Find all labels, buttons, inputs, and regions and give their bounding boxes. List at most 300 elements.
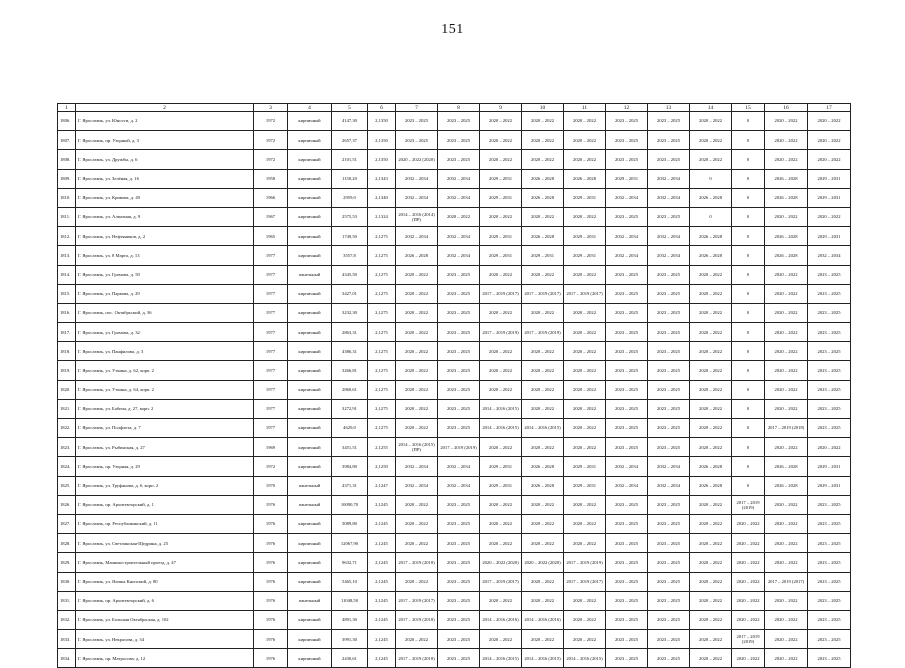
row-number-cell: 1821. [58, 399, 76, 418]
row-number-cell: 1825. [58, 476, 76, 495]
table-cell: 2020 – 2022 [480, 380, 522, 399]
table-cell: 2020 – 2022 [522, 207, 564, 226]
table-cell: 2020 – 2022 (2020) [522, 553, 564, 572]
table-cell: 2023 – 2025 [808, 342, 851, 361]
table-cell: 3991,30 [332, 630, 368, 649]
table-cell: 2023 – 2025 [606, 265, 648, 284]
table-cell: 2020 – 2022 [690, 649, 732, 668]
table-cell: 1972 [254, 150, 288, 169]
table-cell: 2020 – 2022 [690, 131, 732, 150]
table-cell: 2020 – 2022 [564, 591, 606, 610]
table-cell: 1977 [254, 399, 288, 418]
table-cell: 2023 – 2025 [438, 131, 480, 150]
table-cell: панельный [288, 591, 332, 610]
table-cell: 2,1245 [368, 572, 396, 591]
table-cell: 2020 – 2022 [522, 361, 564, 380]
address-cell: Г. Ярославль, ул. Ялиша Кнопский, д. 80 [76, 572, 254, 591]
table-cell: 2026 – 2028 [690, 227, 732, 246]
row-number-cell: 1824. [58, 457, 76, 476]
table-cell: 2863,31 [332, 323, 368, 342]
address-cell: Г. Ярославль, ул. Дружбы, д. 6 [76, 150, 254, 169]
table-cell: кирпичный [288, 649, 332, 668]
table-cell: 5089,80 [332, 514, 368, 533]
table-cell: кирпичный [288, 207, 332, 226]
table-cell: 2020 – 2022 [480, 591, 522, 610]
table-cell: 2017 – 2019 (2019) [522, 323, 564, 342]
table-cell: 2017 – 2019 (2019) [732, 495, 765, 514]
table-cell: 2,1250 [368, 457, 396, 476]
table-row [58, 610, 851, 629]
table-cell: 2020 – 2022 [732, 534, 765, 553]
table-row [58, 591, 851, 610]
table-cell: 2023 – 2025 [396, 112, 438, 131]
table-cell: 0 [732, 150, 765, 169]
table-cell: 2,1245 [368, 534, 396, 553]
table-cell: 2023 – 2025 [648, 553, 690, 572]
table-cell: 2020 – 2022 [564, 265, 606, 284]
address-cell: Г. Ярославль, ул. Громова, д. 50 [76, 265, 254, 284]
table-cell: 2023 – 2025 [438, 112, 480, 131]
table-cell: 2020 – 2022 [396, 572, 438, 591]
address-cell: Г. Ярославль, ул. Кривова, д. 49 [76, 188, 254, 207]
table-cell: 2023 – 2025 [808, 361, 851, 380]
housing-repair-schedule-table [57, 103, 851, 668]
table-cell: кирпичный [288, 572, 332, 591]
table-cell: 2023 – 2025 [438, 630, 480, 649]
table-cell: 2020 – 2022 [765, 495, 808, 514]
table-cell: 2020 – 2022 [396, 265, 438, 284]
table-cell: 2020 – 2022 [396, 419, 438, 438]
table-cell: 2020 – 2022 [732, 591, 765, 610]
table-cell: 2023 – 2025 [648, 495, 690, 514]
table-cell: 2023 – 2025 [648, 649, 690, 668]
column-header: 2 [76, 104, 254, 112]
column-header: 1 [58, 104, 76, 112]
table-cell: 4147,30 [332, 112, 368, 131]
table-cell: кирпичный [288, 227, 332, 246]
table-cell: 2020 – 2022 [808, 207, 851, 226]
column-header: 16 [765, 104, 808, 112]
table-cell: 2023 – 2025 [606, 361, 648, 380]
table-cell: 1150,20 [332, 169, 368, 188]
table-cell: 2023 – 2025 [606, 150, 648, 169]
table-cell: 2020 – 2022 [765, 207, 808, 226]
table-cell: 2023 – 2025 [808, 591, 851, 610]
row-number-cell: 1817. [58, 323, 76, 342]
table-cell: 2026 – 2028 [522, 476, 564, 495]
table-cell: 9632,71 [332, 553, 368, 572]
address-cell: Г. Ярославль, ул. Паркова, д. 29 [76, 284, 254, 303]
table-cell: 2,1245 [368, 514, 396, 533]
table-cell: 2023 – 2025 [396, 131, 438, 150]
page-number: 151 [441, 22, 464, 37]
table-cell: 1749,50 [332, 227, 368, 246]
table-cell: 2023 – 2025 [648, 380, 690, 399]
table-cell: 2023 – 2025 [606, 342, 648, 361]
row-number-cell: 1826. [58, 495, 76, 514]
row-number-cell: 1822. [58, 419, 76, 438]
table-cell: 2014 – 2016 (2016) [480, 610, 522, 629]
table-cell: 2023 – 2025 [808, 630, 851, 649]
table-cell: 2,1275 [368, 303, 396, 322]
table-cell: 2023 – 2025 [808, 534, 851, 553]
table-cell: 2020 – 2022 [690, 284, 732, 303]
table-cell: 2023 – 2025 [808, 610, 851, 629]
column-header: 13 [648, 104, 690, 112]
address-cell: Г. Ярославль, ул. Бабича, д. 27, корп. 2 [76, 399, 254, 418]
table-cell: 0 [690, 207, 732, 226]
table-cell: 2020 – 2022 [765, 284, 808, 303]
table-cell: 2023 – 2025 [808, 323, 851, 342]
table-cell: 2020 – 2022 [522, 112, 564, 131]
table-cell: 2,1275 [368, 265, 396, 284]
table-cell: 2020 – 2022 [765, 150, 808, 169]
table-cell: 2020 – 2022 [522, 514, 564, 533]
address-cell: Г. Ярославль, ул. 8 Марта, д. 13 [76, 246, 254, 265]
table-cell: 2,1247 [368, 476, 396, 495]
table-row [58, 227, 851, 246]
table-cell: 2023 – 2025 [606, 534, 648, 553]
table-cell: 2020 – 2022 [690, 438, 732, 457]
table-cell: 1976 [254, 572, 288, 591]
table-cell: 2020 – 2022 [522, 438, 564, 457]
table-cell: 2,1350 [368, 131, 396, 150]
table-cell: 2,1275 [368, 246, 396, 265]
row-number-cell: 1806. [58, 112, 76, 131]
table-cell: 2023 – 2025 [606, 495, 648, 514]
row-number-cell: 1830. [58, 572, 76, 591]
table-cell: 2020 – 2022 [480, 131, 522, 150]
address-cell: Г. Ярославль, ул. Некрасова, д. 34 [76, 630, 254, 649]
table-cell: 2,1340 [368, 188, 396, 207]
table-cell: 2029 – 2031 [808, 188, 851, 207]
table-row [58, 265, 851, 284]
address-cell: Г. Ярославль, ул. Уткина, д. 62, корп. 2 [76, 361, 254, 380]
table-cell: 2023 – 2025 [808, 553, 851, 572]
table-cell: 2023 – 2025 [808, 514, 851, 533]
table-cell: панельный [288, 495, 332, 514]
table-cell: 2020 – 2022 [480, 303, 522, 322]
row-number-cell: 1815. [58, 284, 76, 303]
table-cell: 2020 – 2022 [396, 342, 438, 361]
table-cell: 2023 – 2025 [648, 630, 690, 649]
table-row [58, 169, 851, 188]
table-cell: кирпичный [288, 534, 332, 553]
table-row [58, 150, 851, 169]
table-cell: 2575,53 [332, 207, 368, 226]
table-cell: 2020 – 2022 [564, 534, 606, 553]
table-row [58, 514, 851, 533]
table-cell: 2020 – 2022 [396, 399, 438, 418]
table-cell: 0 [732, 265, 765, 284]
table-cell: 2023 – 2025 [606, 572, 648, 591]
table-cell: 0 [732, 380, 765, 399]
table-cell: 0 [732, 227, 765, 246]
row-number-cell: 1834. [58, 649, 76, 668]
table-cell: 2020 – 2022 [765, 534, 808, 553]
table-cell: 2020 – 2022 [765, 630, 808, 649]
table-cell: 2017 – 2019 (2017) [564, 284, 606, 303]
table-cell: 2023 – 2025 [438, 649, 480, 668]
table-row [58, 419, 851, 438]
table-cell: 2023 – 2025 [648, 112, 690, 131]
table-cell: 4345,50 [332, 265, 368, 284]
table-cell: 2,1350 [368, 150, 396, 169]
table-cell: 2,1275 [368, 284, 396, 303]
table-cell: 2020 – 2022 [438, 207, 480, 226]
table-cell: 2430,61 [332, 649, 368, 668]
table-cell: 2020 – 2022 [690, 630, 732, 649]
column-header: 8 [438, 104, 480, 112]
table-cell: кирпичный [288, 188, 332, 207]
table-cell: 2020 – 2022 [765, 342, 808, 361]
address-cell: Г. Ярославль, ул. Нефтяников, д. 2 [76, 227, 254, 246]
table-cell: 2023 – 2025 [438, 591, 480, 610]
table-cell: 4891,30 [332, 610, 368, 629]
table-cell: 2959,0 [332, 188, 368, 207]
table-cell: 2020 – 2022 [564, 438, 606, 457]
table-cell: 2020 – 2022 [765, 323, 808, 342]
table-cell: 2029 – 2031 [808, 476, 851, 495]
table-cell: 2032 – 2034 [808, 246, 851, 265]
table-cell: 2020 – 2022 [396, 284, 438, 303]
table-cell: 2,1275 [368, 342, 396, 361]
table-cell: 2020 – 2022 [564, 342, 606, 361]
table-row [58, 495, 851, 514]
table-cell: 1976 [254, 649, 288, 668]
table-cell: 2017 – 2019 (2018) [765, 419, 808, 438]
table-cell: 2032 – 2034 [438, 227, 480, 246]
table-cell: 2032 – 2034 [396, 227, 438, 246]
table-cell: 2020 – 2022 [808, 150, 851, 169]
table-cell: 2020 – 2022 [564, 150, 606, 169]
table-cell: 2,1275 [368, 399, 396, 418]
table-cell: 0 [732, 188, 765, 207]
table-cell: 0 [732, 342, 765, 361]
table-cell: 0 [732, 476, 765, 495]
table-cell: 2020 – 2022 [808, 131, 851, 150]
address-cell: Г. Ярославль, ул. Рыбинская, д. 27 [76, 438, 254, 457]
table-cell: 2032 – 2034 [438, 476, 480, 495]
address-cell: Г. Ярославль, ул. Панфилова, д. 3 [76, 342, 254, 361]
table-cell: 2020 – 2022 [765, 131, 808, 150]
table-row [58, 342, 851, 361]
row-number-cell: 1807. [58, 131, 76, 150]
table-cell: 3451,51 [332, 438, 368, 457]
table-cell: 2023 – 2025 [606, 112, 648, 131]
table-cell: 2020 – 2022 [690, 323, 732, 342]
table-cell: 2026 – 2028 [765, 246, 808, 265]
row-number-cell: 1808. [58, 150, 76, 169]
table-cell: кирпичный [288, 553, 332, 572]
table-cell: 2029 – 2031 [808, 227, 851, 246]
table-cell: 2020 – 2022 [765, 514, 808, 533]
table-cell: 2014 – 2016 (2015) [522, 649, 564, 668]
table-cell: 2023 – 2025 [438, 380, 480, 399]
table-cell: 2020 – 2022 [522, 572, 564, 591]
table-cell: 2029 – 2031 [808, 169, 851, 188]
table-cell: 2023 – 2025 [438, 399, 480, 418]
row-number-cell: 1833. [58, 630, 76, 649]
table-cell: 2020 – 2022 [564, 514, 606, 533]
table-cell: 2020 – 2022 [765, 303, 808, 322]
table-cell: 2020 – 2022 (2020) [480, 553, 522, 572]
table-cell: 2017 – 2019 (2017) [522, 284, 564, 303]
table-cell: 2023 – 2025 [648, 572, 690, 591]
table-cell: 1976 [254, 534, 288, 553]
address-cell: Г. Ярославль, ул. Громова, д. 32 [76, 323, 254, 342]
table-cell: 2020 – 2022 [690, 342, 732, 361]
table-cell: 2020 – 2022 [480, 630, 522, 649]
row-number-cell: 1812. [58, 227, 76, 246]
row-number-cell: 1827. [58, 514, 76, 533]
table-cell: 2029 – 2031 [480, 246, 522, 265]
table-cell: 0 [732, 457, 765, 476]
table-cell: 2017 – 2019 (2019) [480, 323, 522, 342]
table-cell: 2029 – 2031 [480, 457, 522, 476]
table-cell: 2032 – 2034 [648, 169, 690, 188]
table-cell: кирпичный [288, 419, 332, 438]
table-cell: 2023 – 2025 [648, 284, 690, 303]
table-cell: 2020 – 2022 [522, 591, 564, 610]
table-cell: 2020 – 2022 [690, 495, 732, 514]
row-number-cell: 1819. [58, 361, 76, 380]
table-cell: 2029 – 2031 [564, 227, 606, 246]
table-cell: 2023 – 2025 [606, 438, 648, 457]
table-cell: 2023 – 2025 [808, 649, 851, 668]
table-cell: 2023 – 2025 [606, 303, 648, 322]
table-cell: 2032 – 2034 [606, 476, 648, 495]
address-cell: Г. Ярославль, ул. Уткина, д. 64, корп. 2 [76, 380, 254, 399]
table-cell: 2020 – 2022 [690, 361, 732, 380]
table-cell: 2020 – 2022 [732, 572, 765, 591]
table-cell: 2014 – 2016 (2015) [564, 649, 606, 668]
table-cell: 2029 – 2031 [480, 169, 522, 188]
table-cell: 2029 – 2031 [606, 169, 648, 188]
table-cell: 5465,10 [332, 572, 368, 591]
table-cell: 2020 – 2022 [690, 610, 732, 629]
table-cell: 2020 – 2022 [690, 399, 732, 418]
row-number-cell: 1818. [58, 342, 76, 361]
row-number-cell: 1829. [58, 553, 76, 572]
table-cell: 2020 – 2022 [396, 495, 438, 514]
table-cell: 3266,81 [332, 361, 368, 380]
table-cell: 2023 – 2025 [648, 323, 690, 342]
table-cell: 2101,51 [332, 150, 368, 169]
table-cell: 2020 – 2022 [522, 630, 564, 649]
table-cell: 2020 – 2022 [690, 419, 732, 438]
table-cell: 2020 – 2022 [690, 150, 732, 169]
table-cell: 2029 – 2031 [480, 227, 522, 246]
row-number-cell: 1811. [58, 207, 76, 226]
table-cell: 2023 – 2025 [808, 495, 851, 514]
table-row [58, 112, 851, 131]
table-row [58, 438, 851, 457]
table-cell: 2023 – 2025 [648, 610, 690, 629]
table-cell: 2023 – 2025 [438, 495, 480, 514]
table-cell: 1977 [254, 265, 288, 284]
table-cell: 2023 – 2025 [648, 361, 690, 380]
table-cell: 2020 – 2022 [690, 572, 732, 591]
table-cell: кирпичный [288, 342, 332, 361]
table-cell: 2020 – 2022 [522, 534, 564, 553]
table-cell: 2026 – 2028 [690, 188, 732, 207]
table-cell: 2020 – 2022 [690, 112, 732, 131]
table-cell: 2023 – 2025 [648, 534, 690, 553]
table-cell: 2,1324 [368, 207, 396, 226]
table-cell: 2023 – 2025 [808, 265, 851, 284]
table-cell: 2023 – 2025 [438, 361, 480, 380]
table-cell: кирпичный [288, 284, 332, 303]
row-number-cell: 1810. [58, 188, 76, 207]
row-number-cell: 1828. [58, 534, 76, 553]
table-cell: панельный [288, 265, 332, 284]
table-cell: 2020 – 2022 [522, 342, 564, 361]
table-row [58, 630, 851, 649]
column-header: 9 [480, 104, 522, 112]
table-cell: 2032 – 2034 [396, 188, 438, 207]
column-header: 7 [396, 104, 438, 112]
column-header: 11 [564, 104, 606, 112]
table-cell: 2020 – 2022 [732, 514, 765, 533]
table-cell: 2020 – 2022 [564, 112, 606, 131]
table-cell: 2020 – 2022 [480, 265, 522, 284]
table-cell: 2020 – 2022 [522, 495, 564, 514]
table-row [58, 246, 851, 265]
table-cell: 2023 – 2025 [438, 265, 480, 284]
table-cell: 2,1245 [368, 649, 396, 668]
table-cell: 2,1275 [368, 380, 396, 399]
column-header: 4 [288, 104, 332, 112]
table-cell: 2020 – 2022 [480, 514, 522, 533]
table-cell: 2026 – 2028 [765, 457, 808, 476]
table-cell: 2020 – 2022 [765, 361, 808, 380]
table-cell: 2029 – 2031 [480, 476, 522, 495]
table-row [58, 361, 851, 380]
column-header: 15 [732, 104, 765, 112]
table-cell: 2023 – 2025 [808, 399, 851, 418]
table-cell: 2017 – 2019 (2018) [396, 649, 438, 668]
table-cell: 2026 – 2028 [522, 188, 564, 207]
table-row [58, 649, 851, 668]
table-cell: 2029 – 2031 [564, 246, 606, 265]
table-cell: 2026 – 2028 [690, 246, 732, 265]
table-cell: 2023 – 2025 [438, 514, 480, 533]
table-cell: 2,1350 [368, 112, 396, 131]
address-cell: Г. Ярославль, ул. Большая Октябрьская, д. 102 [76, 610, 254, 629]
table-cell: 2020 – 2022 [765, 553, 808, 572]
table-cell: 2020 – 2022 [480, 150, 522, 169]
table-cell: 2,1245 [368, 495, 396, 514]
table-cell: кирпичный [288, 457, 332, 476]
address-cell: Г. Ярославль, пос. Октябрьский, д. 36 [76, 303, 254, 322]
table-cell: 2023 – 2025 [808, 284, 851, 303]
table-cell: 0 [690, 169, 732, 188]
table-cell: 3557,8 [332, 246, 368, 265]
table-cell: 2020 – 2022 (2020) [396, 150, 438, 169]
row-number-cell: 1814. [58, 265, 76, 284]
table-cell: 2014 – 2016 (2015) [522, 419, 564, 438]
row-number-cell: 1820. [58, 380, 76, 399]
table-cell: 12067,90 [332, 534, 368, 553]
table-cell: 2023 – 2025 [606, 630, 648, 649]
table-cell: 2017 – 2019 (2017) [765, 572, 808, 591]
table-cell: 2020 – 2022 [522, 265, 564, 284]
table-cell: 2014 – 2016 (2015) [480, 399, 522, 418]
table-cell: 2020 – 2022 [396, 514, 438, 533]
table-cell: кирпичный [288, 361, 332, 380]
address-cell: Г. Ярославль, ул. Светлинская-Щедрина, д. 25 [76, 534, 254, 553]
